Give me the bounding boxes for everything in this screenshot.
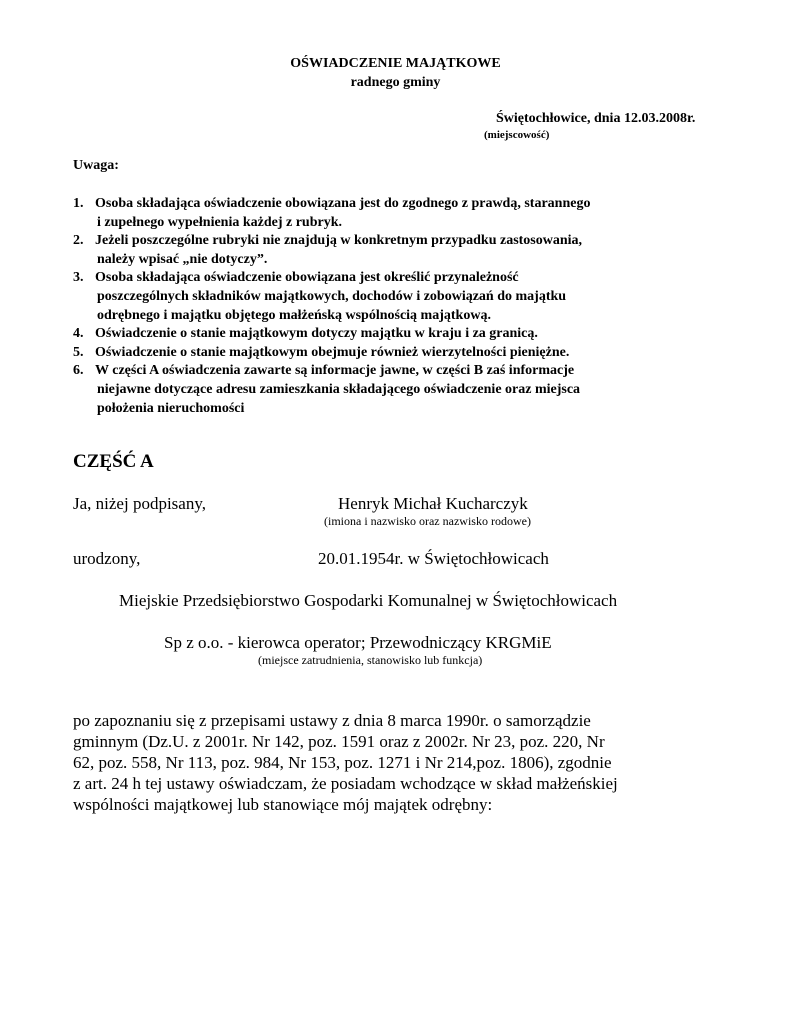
note-line: odrębnego i majątku objętego małżeńską wspólnością majątkową. (97, 307, 491, 323)
document-subtitle: radnego gminy (350, 75, 441, 90)
declaration-line: 62, poz. 558, Nr 113, poz. 984, Nr 153, poz. 1271 i Nr 214,poz. 1806), zgodnie (73, 753, 612, 772)
notes-heading: Uwaga: (73, 158, 119, 173)
declaration-paragraph (73, 710, 618, 815)
note-line: poszczególnych składników majątkowych, dochodów i zobowiązań do majątku (97, 288, 567, 304)
employer-line-1: Miejskie Przedsiębiorstwo Gospodarki Komunalnej w Świętochłowicach (119, 591, 618, 610)
note-item (73, 195, 590, 232)
declaration-line: gminnym (Dz.U. z 2001r. Nr 142, poz. 1591 oraz z 2002r. Nr 23, poz. 220, Nr (73, 732, 605, 751)
note-line: Osoba składająca oświadczenie obowiązana jest określić przynależność (95, 270, 519, 286)
declaration-line: po zapoznaniu się z przepisami ustawy z dnia 8 marca 1990r. o samorządzie (73, 711, 591, 730)
note-item (73, 232, 590, 269)
notes-list (73, 195, 590, 418)
employer-caption: (miejsce zatrudnienia, stanowisko lub funkcja) (258, 653, 483, 667)
note-number: 6. (73, 363, 84, 379)
place-caption: (miejscowość) (484, 129, 550, 141)
declarant-name: Henryk Michał Kucharczyk (338, 494, 528, 513)
note-number: 5. (73, 344, 84, 360)
born-value: 20.01.1954r. w Świętochłowicach (318, 549, 549, 568)
note-item (73, 362, 590, 418)
note-line: W części A oświadczenia zawarte są informacje jawne, w części B zaś informacje (95, 363, 575, 379)
born-label: urodzony, (73, 549, 141, 568)
note-line: Osoba składająca oświadczenie obowiązana jest do zgodnego z prawdą, starannego (95, 196, 591, 211)
note-number: 1. (73, 196, 84, 211)
note-item (73, 325, 590, 344)
note-number: 2. (73, 233, 84, 249)
declaration-line: wspólności majątkowej lub stanowiące mój majątek odrębny: (73, 795, 493, 814)
note-line: niejawne dotyczące adresu zamieszkania składającego oświadczenie oraz miejsca (97, 381, 581, 397)
note-number: 3. (73, 270, 84, 286)
part-a-heading: CZĘŚĆ A (73, 451, 154, 472)
note-line: Oświadczenie o stanie majątkowym obejmuje również wierzytelności pieniężne. (95, 344, 570, 360)
signed-label: Ja, niżej podpisany, (73, 494, 206, 513)
note-item (73, 344, 590, 363)
name-caption: (imiona i nazwisko oraz nazwisko rodowe) (324, 514, 531, 528)
note-item (73, 269, 590, 325)
employer-line-2: Sp z o.o. - kierowca operator; Przewodniczący KRGMiE (164, 633, 552, 652)
document-title: OŚWIADCZENIE MAJĄTKOWE (290, 56, 501, 71)
note-line: Oświadczenie o stanie majątkowym dotyczy majątku w kraju i za granicą. (95, 326, 538, 342)
note-line: i zupełnego wypełnienia każdej z rubryk. (97, 214, 343, 230)
note-line: należy wpisać „nie dotyczy”. (97, 251, 268, 267)
note-line: położenia nieruchomości (97, 400, 245, 416)
note-number: 4. (73, 326, 84, 342)
declaration-line: z art. 24 h tej ustawy oświadczam, że posiadam wchodzące w skład małżeńskiej (73, 774, 618, 793)
place-date: Świętochłowice, dnia 12.03.2008r. (496, 111, 696, 126)
note-line: Jeżeli poszczególne rubryki nie znajdują w konkretnym przypadku zastosowania, (95, 233, 583, 249)
